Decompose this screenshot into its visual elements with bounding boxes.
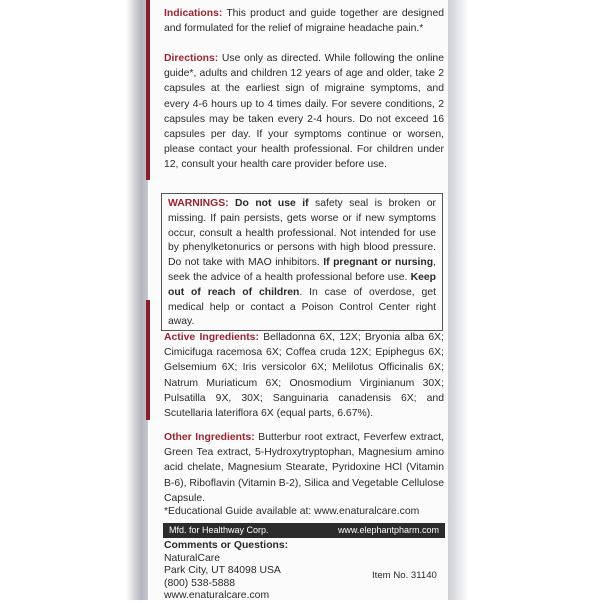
active-ingredients-heading: Active Ingredients: (164, 332, 259, 343)
warnings-text-1: safety seal is broken or missing. If pain persists, gets worse or if new symptoms occur, consult a health professional. Not intended for use by phenylketonurics or persons with high blood pressure. Do not take with MAO inhibitors. (168, 198, 437, 269)
warnings-do-not-use: Do not use if (235, 198, 309, 209)
manufacturer-bar (163, 523, 445, 538)
contact-block (164, 540, 314, 603)
label-panel (150, 0, 448, 600)
warnings-keep-out: Keep out of reach of children (168, 271, 436, 298)
active-ingredients-text: Belladonna 6X, 12X; Bryonia alba 6X; Cimicifuga racemosa 6X; Coffea cruda 12X; Epiphegus 6X; Gelsemium 6X; Iris versicolor 6X; Melilotus Officinalis 6X; Natrum Muriaticum 6X; Onosmodium Virginianum 30X; Pulsatilla 9X, 30X; Sanguinaria canadensis 6X; and Scutellaria lateriflora 6X (equal parts, 6.67%). (164, 332, 444, 420)
guide-note: *Educational Guide available at: www.enaturalcare.com (164, 506, 420, 517)
active-ingredients-section (164, 330, 444, 421)
manufacturer-url: www.elephantpharm.com (337, 525, 439, 535)
warnings-pregnant: If pregnant or nursing (323, 257, 434, 269)
contact-name: NaturalCare (164, 552, 221, 564)
contact-website: www.enaturalcare.com (164, 590, 270, 602)
other-ingredients-heading: Other Ingredients: (164, 432, 255, 443)
warnings-text-3: . In case of overdose, get medical help or contact a Poison Control Center right away. (168, 286, 436, 328)
indications-text: This product and guide together are designed and formulated for the relief of migraine headache pain.* (164, 8, 444, 35)
box-right-edge (446, 0, 468, 600)
warnings-heading: WARNINGS: (168, 198, 229, 209)
directions-section (164, 51, 444, 173)
indications-heading: Indications: (164, 8, 223, 19)
warnings-box (161, 193, 443, 331)
box-left-edge (126, 0, 148, 600)
contact-heading: Comments or Questions: (164, 540, 289, 551)
other-ingredients-text: Butterbur root extract, Feverfew extract, Green Tea extract, 5-Hydroxytryptophan, Magnesium amino acid chelate, Magnesium Stearate, Pyridoxine HCl (Vitamin B-6), Riboflavin (Vitamin B-2), Silica and Vegetable Cellulose Capsule. (164, 432, 445, 504)
warnings-text-2: , seek the advice of a health professional before use. (168, 257, 436, 283)
manufacturer-text: Mfd. for Healthway Corp. (169, 525, 269, 535)
directions-text: Use only as directed. While following the online guide*, adults and children 12 years of age and older, take 2 capsules at the earliest sign of migraine symptoms, and every 4-6 hours up to 4 times daily. For severe conditions, 2 capsules may be taken every 2-4 hours. Do not exceed 16 capsules per day. If your symptoms continue or worsen, please contact your health professional. For children under 12, consult your health care provider before use. (164, 53, 444, 171)
item-number: Item No. 31140 (372, 570, 437, 581)
directions-heading: Directions: (164, 53, 219, 64)
other-ingredients-section (164, 430, 444, 506)
contact-address: Park City, UT 84098 USA (164, 565, 281, 577)
contact-phone: (800) 538-5888 (164, 577, 236, 589)
indications-section (164, 6, 444, 36)
